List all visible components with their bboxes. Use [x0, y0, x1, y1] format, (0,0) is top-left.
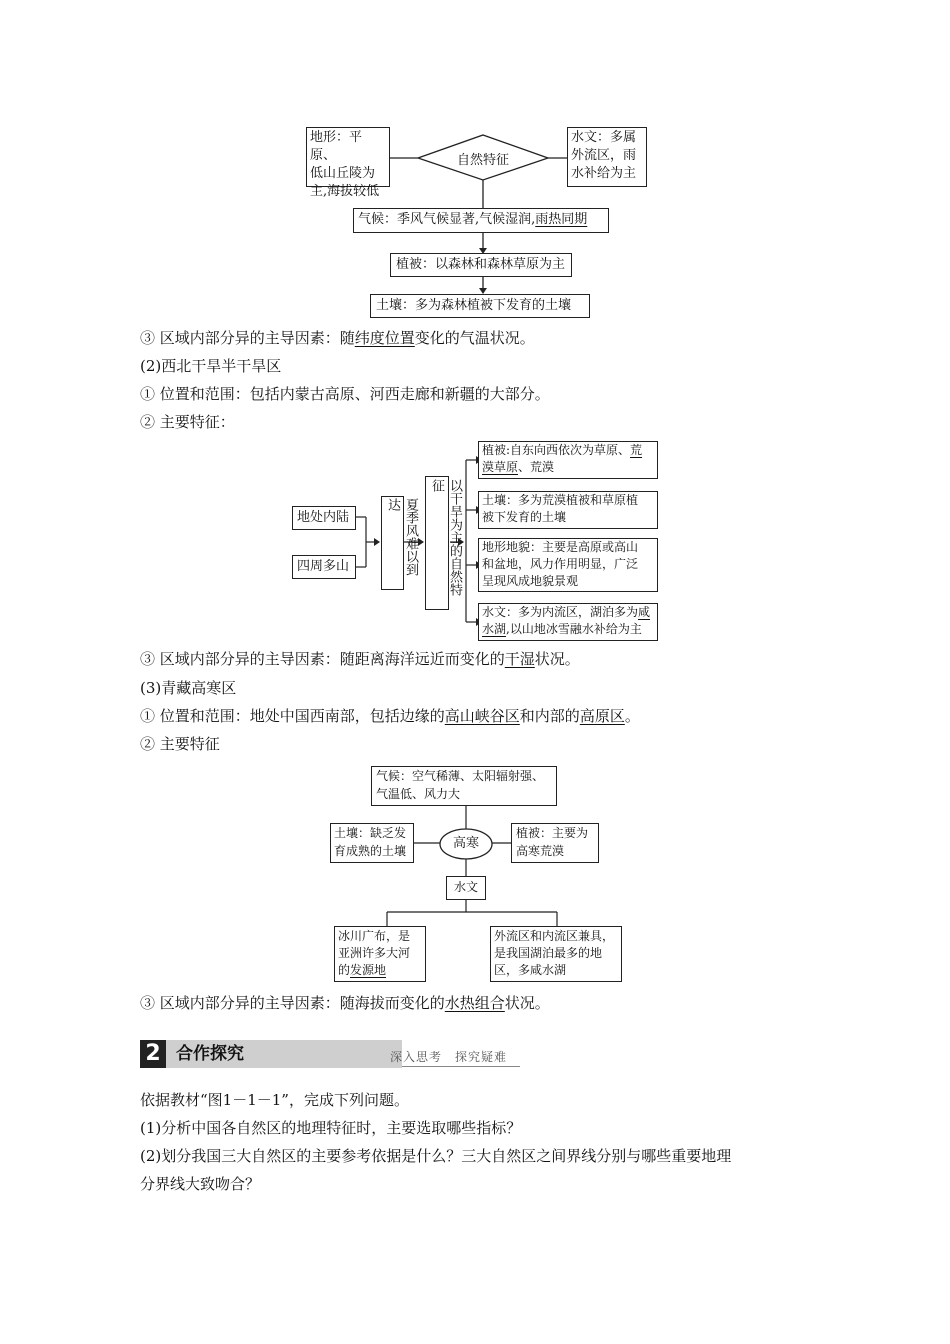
tibet-pos-u1: 高山峡谷区	[444, 707, 520, 725]
arid-feature-text: 以干旱为主的自然特征	[429, 479, 462, 596]
climate-text: 气候：季风气候显著,气候湿润,	[358, 212, 536, 227]
tibet-hydrology-text: 水文	[453, 880, 478, 894]
vegetation-text: 植被：以森林和森林草原为主	[396, 257, 566, 272]
nw-water-suffix: ,以山地冰雪融水补给为主	[506, 622, 642, 636]
drainage-line-3: 区，多咸水湖	[494, 963, 567, 977]
nw-veg-suffix: 、荒漠	[518, 460, 555, 474]
northwest-features-label: ② 主要特征：	[140, 413, 235, 431]
hydrology-line-1: 水文：多属	[571, 130, 637, 145]
tibet-climate-line-2: 气温低、风力大	[376, 787, 461, 801]
tibet-climate-line-1: 气候：空气稀薄、太阳辐射强、	[376, 769, 545, 783]
section-rule	[402, 1066, 520, 1067]
tibet-veg-line-1: 植被：主要为	[516, 826, 589, 840]
question-2-line-1: (2)划分我国三大自然区的主要参考依据是什么？三大自然区之间界线分别与哪些重要地理	[140, 1147, 732, 1165]
nw-landform-line-1: 地形地貌：主要是高原或高山	[482, 540, 639, 554]
nw-water-prefix: 水文：多为内流区，湖泊多为	[482, 605, 639, 619]
mountains-text: 四周多山	[297, 559, 350, 574]
nw-soil-line-1: 土壤：多为荒漠植被和草原植	[482, 493, 639, 507]
tibet-pos-u2: 高原区	[579, 707, 625, 725]
question-2-line-2: 分界线大致吻合？	[140, 1175, 261, 1193]
tibet-pos-prefix: ① 位置和范围：地处中国西南部，包括边缘的	[140, 707, 445, 725]
tibet-factor-suffix: 状况。	[504, 994, 550, 1012]
soil-text: 土壤：多为森林植被下发育的土壤	[376, 298, 572, 313]
section-number: 2	[140, 1040, 166, 1068]
drainage-box	[490, 926, 622, 982]
nw-water-u2: 水湖	[482, 622, 507, 636]
hydrology-line-3: 水补给为主	[571, 166, 637, 181]
tibet-factor-prefix: ③ 区域内部分异的主导因素：随海拔而变化的	[140, 994, 445, 1012]
inland-text: 地处内陆	[297, 510, 350, 525]
glacier-l3-underlined: 发源地	[350, 963, 387, 977]
monsoon-text: 夏季风难以到达	[385, 498, 418, 576]
tibet-soil-line-1: 土壤：缺乏发	[334, 826, 407, 840]
drainage-line-1: 外流区和内流区兼具，	[494, 929, 615, 943]
northwest-position: ① 位置和范围：包括内蒙古高原、河西走廊和新疆的大部分。	[140, 385, 550, 403]
glacier-line-2: 亚洲许多大河	[338, 946, 411, 960]
nw-landform-line-2: 和盆地，风力作用明显，广泛	[482, 557, 639, 571]
landform-line-1: 地形：平原、	[310, 130, 363, 163]
drainage-line-2: 是我国湖泊最多的地	[494, 946, 603, 960]
tibet-factor-line	[140, 992, 550, 1014]
question-1: (1)分析中国各自然区的地理特征时，主要选取哪些指标？	[140, 1119, 522, 1137]
tibet-features-label: ② 主要特征	[140, 735, 220, 753]
nw-landform-line-3: 呈现风成地貌景观	[482, 574, 579, 588]
glacier-line-3	[338, 962, 422, 979]
nw-veg-u1: 荒	[630, 443, 643, 457]
tibet-pos-mid: 和内部的	[519, 707, 580, 725]
nw-factor-suffix: 状况。	[534, 650, 580, 668]
question-intro: 依据教材“图1－1－1”，完成下列问题。	[140, 1091, 409, 1109]
diamond-label: 自然特征	[456, 153, 509, 168]
east-factor-prefix: ③ 区域内部分异的主导因素：随	[140, 329, 355, 347]
nw-veg-prefix: 植被:自东向西依次为草原、	[482, 443, 631, 457]
glacier-l3-prefix: 的	[338, 963, 351, 977]
tibet-soil-line-2: 育成熟的土壤	[334, 844, 407, 858]
east-factor-underlined: 纬度位置	[354, 329, 415, 347]
tibet-vegetation-box	[511, 823, 599, 863]
nw-water-u1: 咸	[638, 605, 651, 619]
landform-line-3: 主,海拔较低	[310, 184, 380, 199]
section-header	[140, 1040, 520, 1070]
nw-factor-prefix: ③ 区域内部分异的主导因素：随距离海洋远近而变化的	[140, 650, 505, 668]
tibet-hydrology-box	[446, 876, 486, 900]
tibet-veg-line-2: 高寒荒漠	[516, 844, 565, 858]
nw-factor-underlined: 干湿	[504, 650, 535, 668]
landform-line-2: 低山丘陵为	[310, 166, 376, 181]
alpine-label: 高寒	[452, 836, 479, 851]
section-title: 合作探究	[166, 1040, 402, 1068]
hydrology-line-2: 外流区，雨	[571, 148, 637, 163]
glacier-box	[334, 926, 426, 982]
east-factor-suffix: 变化的气温状况。	[414, 329, 535, 347]
tibet-factor-underlined: 水热组合	[444, 994, 505, 1012]
northwest-heading: (2)西北干旱半干旱区	[140, 357, 282, 375]
nw-soil-line-2: 被下发育的土壤	[482, 510, 567, 524]
glacier-line-1: 冰川广布，是	[338, 929, 411, 943]
tibet-pos-suffix: 。	[624, 707, 640, 725]
section-subtitle: 深入思考 探究疑难	[390, 1050, 508, 1064]
tibet-heading: (3)青藏高寒区	[140, 679, 237, 697]
tibet-climate-box	[371, 766, 557, 806]
tibet-soil-box	[330, 823, 414, 863]
climate-underlined: 雨热同期	[535, 212, 588, 227]
nw-veg-u2: 漠草原	[482, 460, 519, 474]
